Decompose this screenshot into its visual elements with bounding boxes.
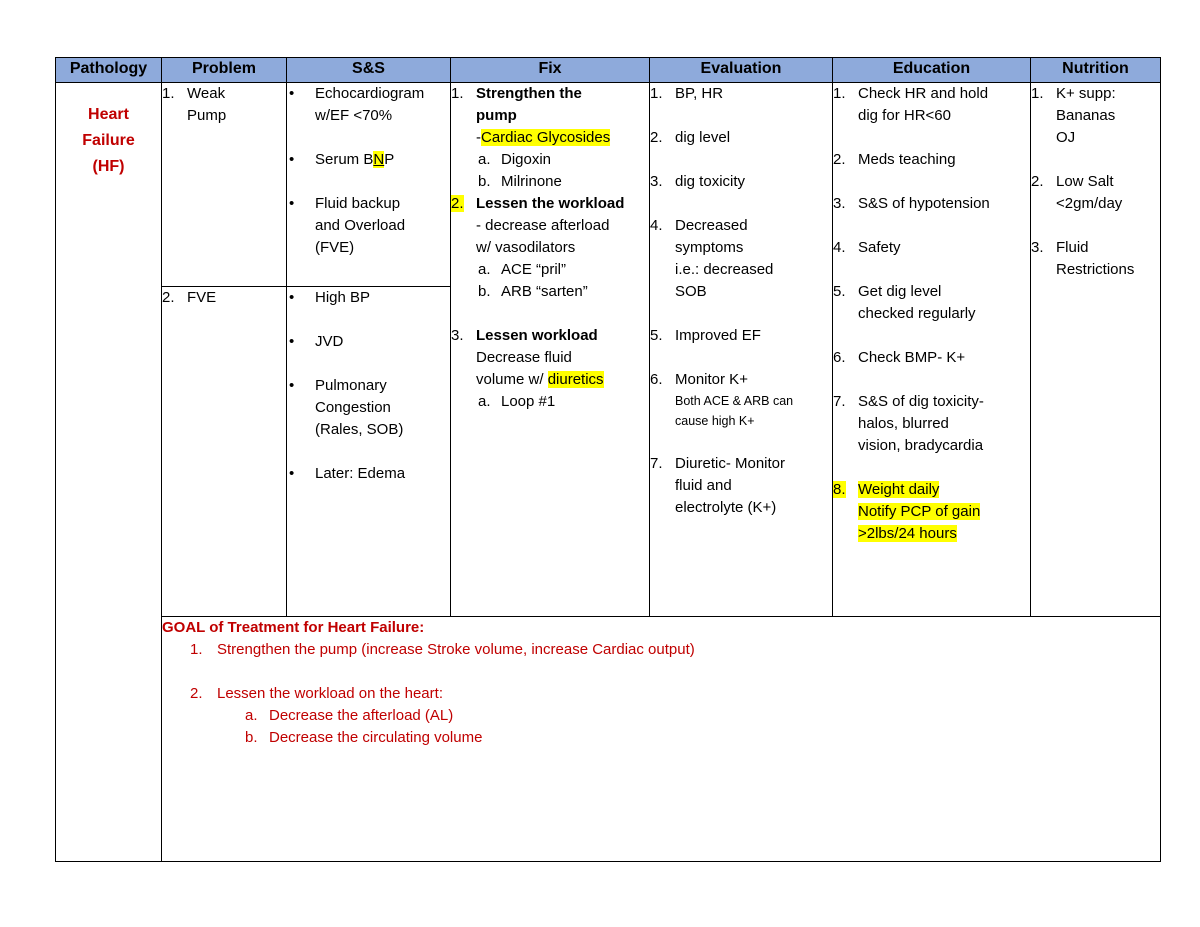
list-item: a. Loop #1 [478,393,556,410]
bullet-icon: • [289,289,295,306]
list-item: 3. S&S of hypotension [833,195,990,212]
list-item: 2. Lessen the workload [451,195,625,212]
bullet-icon: • [289,333,295,350]
row-problem-1 [56,83,1161,287]
list-item: 2. Low Salt <2gm/day [1031,173,1123,212]
bullet-icon: • [289,377,295,394]
list-item: 7. Diuretic- Monitor fluid and electrolyte (K+) [650,455,786,516]
list-item: 5. Get dig level checked regularly [833,283,976,322]
list-item: b. Decrease the circulating volume [245,729,483,746]
list-item: 1. Strengthen the pump (increase Stroke volume, increase Cardiac output) [190,641,695,658]
ss-cell-2 [287,287,451,617]
heart-failure-table [55,57,1161,862]
list-item: 3. dig toxicity [650,173,746,190]
problem-cell-1 [162,83,287,287]
list-item: 3. Lessen workload Decrease fluid volume w/ diuretics [451,327,604,388]
list-item: • Echocardiogram w/EF <70% [287,83,450,127]
bullet-icon: • [289,151,295,168]
bullet-icon: • [289,195,295,212]
list-item: • Pulmonary Congestion (Rales, SOB) [287,375,450,441]
nutrition-cell [1031,83,1161,617]
list-item: • Serum BNP [287,149,450,171]
fix-cell: 1. Strengthen the pump -Cardiac Glycosides a. Digoxin b. Milrinone 2. Lessen the workload - decrease afterload w/ vasodilators a. ACE “pril” b. ARB “sarten” 3. Lessen workload Decrease fluid volume w/ diuretics a. Loop #1 [451,83,650,617]
list-item: 1. Strengthen the pump [451,85,582,124]
header-nutrition: Nutrition [1031,58,1161,83]
list-item: 3. Fluid Restrictions [1031,239,1135,278]
list-item: 2. dig level [650,129,731,146]
list-item: b. ARB “sarten” [478,283,588,300]
list-item: • JVD [287,331,450,353]
list-item: 2. Meds teaching [833,151,956,168]
pathology-cell [56,83,162,862]
list-item: 8. Weight daily Notify PCP of gain >2lbs/24 hours [833,481,981,542]
list-item: 1. Weak Pump [162,85,227,124]
header-ss: S&S [287,58,451,83]
list-item: • Fluid backup and Overload (FVE) [287,193,450,259]
header-problem: Problem [162,58,287,83]
goal-title: GOAL of Treatment for Heart Failure: [162,619,425,636]
list-item: 2. Lessen the workload on the heart: [190,685,443,702]
list-item: a. ACE “pril” [478,261,567,278]
goal-cell [162,617,1161,862]
ss-cell-1 [287,83,451,287]
list-item: 7. S&S of dig toxicity- halos, blurred vision, bradycardia [833,393,984,454]
list-item: 6. Check BMP- K+ [833,349,966,366]
list-item: 2. FVE [162,289,217,306]
header-fix: Fix [451,58,650,83]
list-item: • High BP [287,287,450,309]
bullet-icon: • [289,465,295,482]
list-item: 4. Decreased symptoms i.e.: decreased SOB [650,217,774,300]
list-item: b. Milrinone [478,173,562,190]
bullet-icon: • [289,85,295,102]
list-item: a. Decrease the afterload (AL) [245,707,454,724]
header-pathology: Pathology [56,58,162,83]
header-row [56,58,1161,83]
list-item: • Later: Edema [287,463,450,485]
header-evaluation: Evaluation [650,58,833,83]
pathology-name: Heart Failure (HF) [82,106,135,175]
problem-cell-2 [162,287,287,617]
list-item: 1. K+ supp: Bananas OJ [1031,85,1116,146]
row-goal [56,617,1161,862]
list-item: 5. Improved EF [650,327,761,344]
list-item: 1. Check HR and hold dig for HR<60 [833,85,989,124]
list-item: 4. Safety [833,239,901,256]
list-item: 1. BP, HR [650,85,724,102]
list-item: a. Digoxin [478,151,552,168]
list-item: 6. Monitor K+ Both ACE & ARB can cause high K+ [650,371,794,428]
education-cell [833,83,1031,617]
evaluation-cell [650,83,833,617]
header-education: Education [833,58,1031,83]
